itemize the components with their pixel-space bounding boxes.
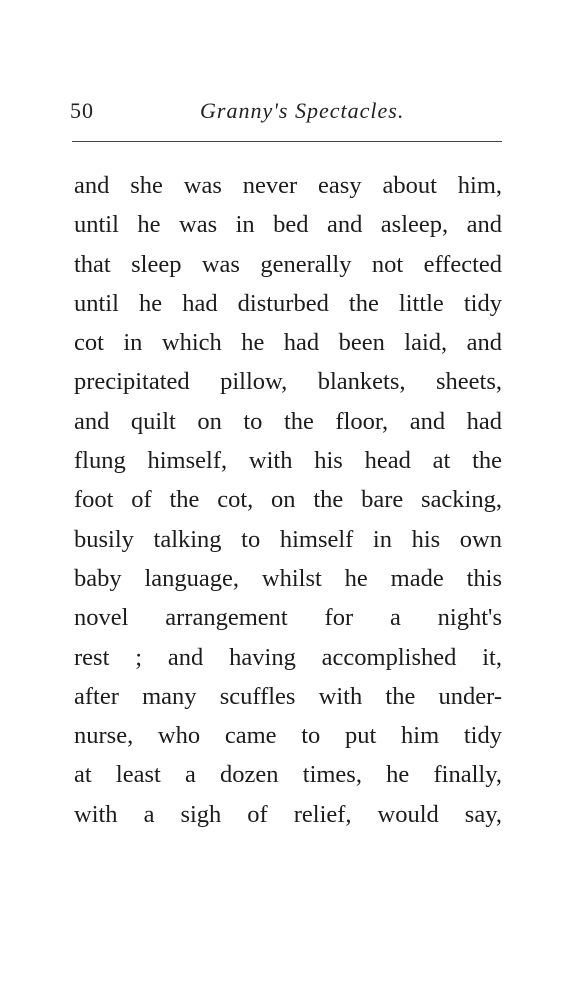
text-line: foot of the cot, on the bare sacking, <box>74 486 502 514</box>
running-title: Granny's Spectacles. <box>200 98 405 123</box>
text-line: after many scuffles with the under- <box>74 682 502 710</box>
text-line: that sleep was generally not effected <box>74 250 502 278</box>
text-line: busily talking to himself in his own <box>74 525 502 553</box>
text-line: and she was never easy about him, <box>74 172 502 199</box>
text-line: novel arrangement for a night's <box>74 604 502 632</box>
text-line: with a sigh of relief, would say, <box>74 800 502 828</box>
text-line: cot in which he had been laid, and <box>74 329 502 357</box>
body-text <box>74 166 502 834</box>
text-line: baby language, whilst he made this <box>74 564 502 592</box>
page-header <box>70 98 500 128</box>
text-line: at least a dozen times, he finally, <box>74 761 502 789</box>
text-line: rest ; and having accomplished it, <box>74 643 502 671</box>
page-number: 50 <box>70 98 94 123</box>
header-rule <box>72 141 502 142</box>
text-line: flung himself, with his head at the <box>74 447 502 475</box>
text-line: until he was in bed and asleep, and <box>74 211 502 239</box>
text-line: and quilt on to the floor, and had <box>74 407 502 435</box>
text-line: precipitated pillow, blankets, sheets, <box>74 368 502 396</box>
text-line: nurse, who came to put him tidy <box>74 722 502 750</box>
text-line: until he had disturbed the little tidy <box>74 289 502 317</box>
